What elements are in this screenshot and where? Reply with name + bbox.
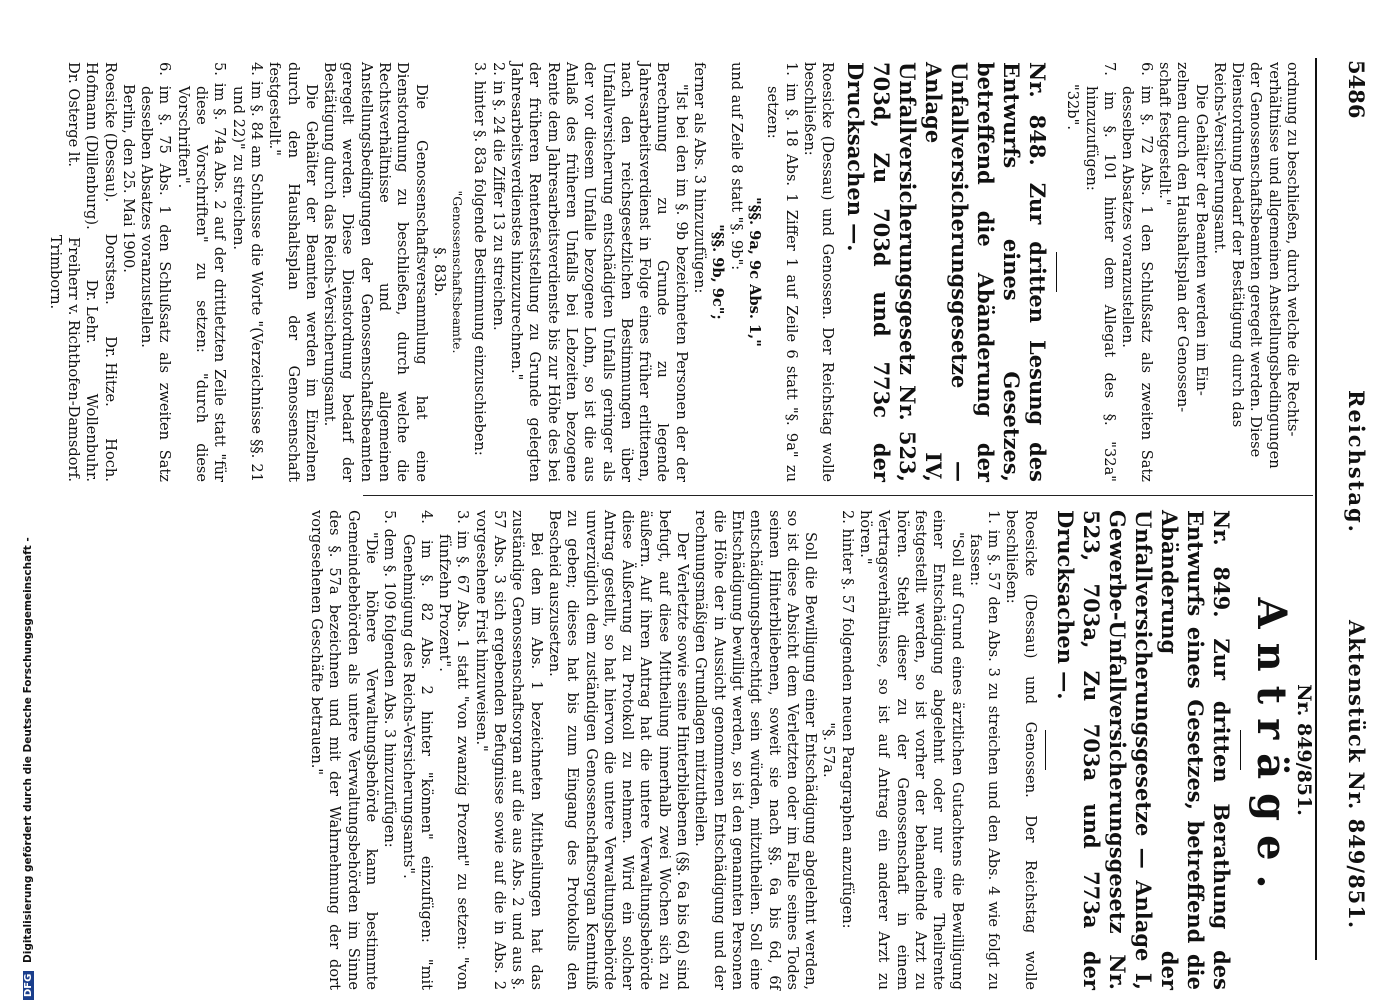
quoted-text: "32b". [1064, 84, 1082, 130]
page-number: 5486 [1344, 60, 1369, 119]
motion-849-intro: Roesicke (Dessau) und Genossen. Der Reichstag wolle beschließen: [1003, 510, 1039, 990]
section-rule [1045, 730, 1046, 770]
dfg-logo: DFG [23, 971, 34, 1000]
signature: Roesicke (Dessau). [101, 62, 119, 203]
signature: Dorstsen. [101, 233, 119, 305]
signature-row [64, 62, 82, 482]
signature: Freiherr v. Richthofen-Damsdorf. [64, 237, 82, 482]
list-item: 4. im §. 84 am Schlusse die Worte "(Verzeichnisse §§. 21 und 22)" zu streichen. [229, 62, 265, 482]
signature-row [100, 62, 118, 482]
text-line: Reichs-Versicherungsamt. [1210, 62, 1228, 255]
quoted-paragraph: "Ist bei den im §. 9b bezeichneten Personen der der Berechnung zu Grunde zu legende Jahresarbeitsverdienst in Folge eines früher erlittenen, nach den reichsgesetzlichen Bestimmungen über Unfallversicherung entschädigten Unfalls geringer als der vor diesem Unfalle bezogene Lohn, so ist die aus Anlaß des früheren Unfalls bei Lebzeiten bezogene Rente dem Jahresarbeitsverdienste bis zur Höhe des bei der früheren Rentenfeststellung zu Grunde gelegten Jahresarbeitsverdienstes hinzuzurechnen." [508, 62, 690, 482]
signature: Wollenbuhr. [83, 393, 101, 482]
section-rule [1056, 252, 1057, 292]
section-number: §. 83b. [430, 247, 448, 297]
list-item: 1. im §. 57 den Abs. 3 zu streichen und den Abs. 4 wie folgt zu fassen: [966, 510, 1003, 990]
quoted-paragraph: "Die höhere Verwaltungsbehörde kann bestimmte Gemeindebehörden als untere Verwaltungsbehörden im Sinne des §. 57a bezeichnen und mit der Wahrnehmung der dort vorgesehenen Geschäfte betrauen." [308, 510, 381, 990]
list-item: 7. im §. 101 hinter dem Allegat des §. "32a" hinzuzufügen: [1082, 62, 1119, 482]
list-item: 6. im §. 72 Abs. 1 den Schlußsatz als zweiten Satz desselben Absatzes voranzustellen. [1119, 62, 1155, 482]
left-column [45, 62, 1301, 482]
header-title: Reichstag. [1344, 390, 1369, 534]
text-line: ferner als Abs. 3 hinzuzufügen: [691, 62, 709, 294]
signature: Trimborn. [46, 234, 64, 310]
list-item: 3. hinter §. 83a folgende Bestimmung einzuschieben: [471, 62, 489, 456]
section-text: Bei den im Abs. 1 bezeichneten Mittheilungen hat das zuständige Genossenschaftsorgan auf die aus Abs. 2 und aus §. 57 Abs. 3 sich ergebenden Befugnisse sowie auf die in Abs. 2 vorgesehene Frist hinzuweisen." [472, 510, 545, 990]
section-rule [1240, 730, 1241, 770]
footer-text: Digitalisierung gefördert durch die Deutsche Forschungsgemeinschaft - [22, 537, 34, 963]
section-text: Die Gehälter der Beamten werden im Einzelnen durch den Haushaltsplan der Genossenschaft festgestellt." [266, 62, 320, 482]
list-item: 5. im §. 74a Abs. 2 auf der drittletzten Zeile statt "für diese Vorschriften" zu setzen: "durch diese Vorschriften". [174, 62, 229, 482]
signature-row [82, 62, 100, 482]
list-item: 5. dem §. 109 folgenden Abs. 3 hinzuzufügen: [381, 510, 399, 848]
page-header [1339, 60, 1369, 960]
signature: Dr. Hitze. [101, 336, 119, 407]
list-item: 6. im §. 75 Abs. 1 den Schlußsatz als zweiten Satz desselben Absatzes voranzustellen. [138, 62, 174, 482]
signature-row [45, 62, 63, 482]
column-divider [363, 495, 1313, 496]
list-item: 4. im §. 82 Abs. 2 hinter "können" einzufügen: "mit Genehmigung des Reichs-Versicherungsamts". [399, 510, 435, 990]
quoted-paragraph: "Soll auf Grund eines ärztlichen Gutachtens die Bewilligung einer Entschädigung abgelehnt oder nur eine Theilrente festgestellt werden, so ist vorher der behandelnde Arzt zu hören. Steht dieser zu der Genossenschaft in einem Vertragsverhältnisse, so ist auf Antrag ein anderer Arzt zu hören." [857, 510, 966, 990]
signature: Hoch. [101, 438, 119, 482]
header-document-number: Aktenstück Nr. 849/851. [1344, 620, 1369, 930]
header-rule [1315, 58, 1317, 960]
list-item: 1. im §. 18 Abs. 1 Ziffer 1 auf Zeile 6 statt "§. 9a" zu setzen: [764, 62, 800, 482]
section-text: Der Verletzte sowie seine Hinterbliebenen (§§. 6a bis 6d) sind befugt, auf diese Mittheilung innerhalb zwei Wochen sich zu äußern. Auf ihren Antrag hat die untere Verwaltungsbehörde diese Äußerung zu Protokoll zu nehmen. Wird ein solcher Antrag gestellt, so hat hiervon die untere Verwaltungsbehörde unverzüglich dem zuständigen Genossenschaftsorgan Kenntniß zu geben; dieses hat bis zum Eingang des Protokolls den Bescheid auszusetzen. [545, 510, 692, 990]
list-item: 3. im §. 67 Abs. 1 statt "von zwanzig Prozent" zu setzen: "von fünfzehn Prozent". [436, 510, 472, 990]
right-column [307, 510, 1313, 990]
date-line: Berlin, den 25. Mai 1900. [119, 84, 137, 273]
digitization-footer [22, 0, 44, 1000]
text-line: ordnung zu beschließen, durch welche die Rechts- [1284, 62, 1301, 437]
text-line: und auf Zeile 8 statt "§. 9b": [727, 62, 745, 271]
text-line: Dienstordnung bedarf der Bestätigung durch das [1229, 62, 1247, 428]
text-line: zelnen durch den Haushaltsplan der Genossen- [1174, 62, 1192, 413]
quoted-text: "§§. 9b, 9c"; [709, 224, 727, 320]
section-text: Soll die Bewilligung einer Entschädigung abgelehnt werden, so ist diese Absicht dem Verletzten oder im Falle seines Todes seinen Hinterbliebenen, soweit sie nach §§. 6a bis 6d, 6f entschädigungsberechtigt sein würden, mitzutheilen. Soll eine Entschädigung bewilligt werden, so ist den genannten Personen die Höhe der in Aussicht genommenen Entschädigung und der rechnungsmäßigen Grundlagen mitzutheilen. [692, 510, 820, 990]
signature: Dr. Lehr. [83, 279, 101, 344]
motion-848-heading: Nr. 848. Zur dritten Lesung des Entwurfs eines Gesetzes, betreffend die Abänderung der Unfallversicherungsgesetze — Anlage IV, Unfallversicherungsgesetz Nr. 523, 703d, Zu 703d und 773c der Drucksachen —. [843, 62, 1051, 482]
text-line: schaft festgestellt." [1155, 62, 1173, 206]
motion-849-heading: Nr. 849. Zur dritten Berathung des Entwurfs eines Gesetzes, betreffend die Abänderung der Unfallversicherungsgesetze — Anlage I, Gewerbe-Unfallversicherungsgesetz Nr. 523, 703a, Zu 703a und 773a der Drucksachen —. [1052, 510, 1234, 990]
motion-848-intro: Roesicke (Dessau) und Genossen. Der Reichstag wolle beschließen: [800, 62, 837, 482]
signature: Hofmann (Dillenburg). [83, 62, 101, 230]
section-text: Die Genossenschaftsversammlung hat eine Dienstordnung zu beschließen, durch welche die Rechtsverhältnisse und allgemeinen Anstellungsbedingungen der Genossenschaftsbeamten geregelt werden. Diese Dienstordnung bedarf der Bestätigung durch das Reichs-Versicherungsamt. [321, 62, 430, 482]
text-line: Die Gehälter der Beamten werden im Ein- [1192, 84, 1210, 396]
section-number: "§. 57a. [820, 722, 838, 778]
list-item: 2. hinter §. 57 folgenden neuen Paragraphen anzufügen: [838, 510, 856, 929]
text-line: der Genossenschaftsbeamten geregelt werden. Diese [1247, 62, 1265, 458]
list-item: 2. in §. 24 die Ziffer 13 zu streichen. [489, 62, 507, 331]
page-title: Anträge. [1247, 597, 1295, 903]
text-line: verhältnisse und allgemeinen Anstellungsbedingungen [1265, 62, 1283, 469]
quoted-text: "§§. 9a, 9c Abs. 1," [745, 197, 763, 347]
document-number-heading: Nr. 849/851. [1293, 684, 1315, 816]
signature: Dr. Osterge lt. [64, 62, 82, 168]
section-label: "Genossenschaftsbeamte. [450, 190, 466, 354]
